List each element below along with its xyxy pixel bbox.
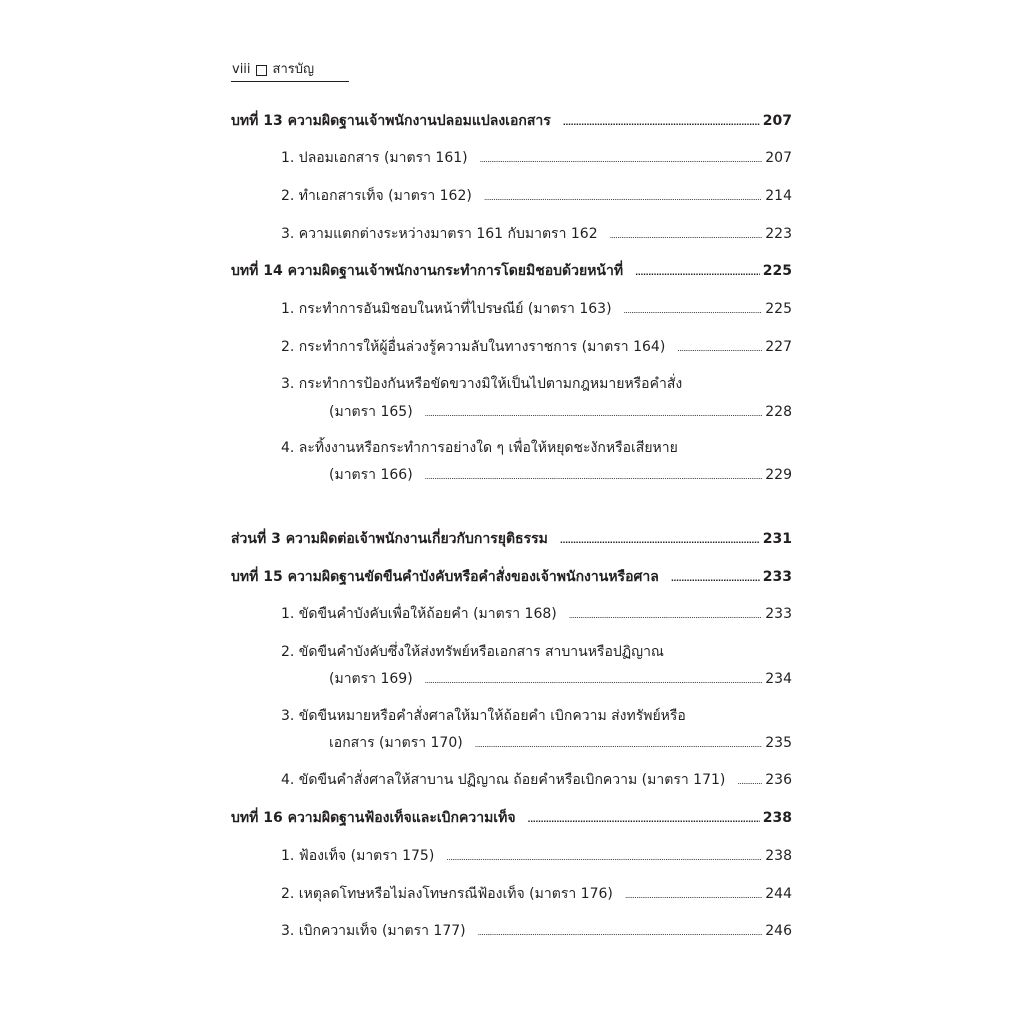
toc-item-16-3[interactable] — [281, 922, 792, 942]
toc-entry-title: 2. กระทำการให้ผู้อื่นล่วงรู้ความลับในทางราชการ (มาตรา 164) — [281, 339, 666, 355]
toc-item-13-3[interactable] — [281, 225, 792, 245]
dot-leader — [671, 568, 760, 588]
toc-page-number: 235 — [765, 735, 792, 751]
toc-entry-title: (มาตรา 166) — [329, 467, 413, 483]
toc-item-15-4[interactable] — [281, 771, 792, 791]
toc-chapter-13[interactable] — [231, 112, 792, 132]
toc-item-14-2[interactable] — [281, 338, 792, 358]
header-roman-numeral: viii — [232, 62, 251, 77]
dot-leader — [563, 112, 760, 132]
toc-page-number: 236 — [765, 772, 792, 788]
toc-entry-title: 1. กระทำการอันมิชอบในหน้าที่ไปรษณีย์ (มาตรา 163) — [281, 301, 612, 317]
toc-item-15-2-line1[interactable]: 2. ขัดขืนคำบังคับซึ่งให้ส่งทรัพย์หรือเอกสาร สาบานหรือปฏิญาณ — [281, 644, 664, 660]
toc-entry-title: 2. เหตุลดโทษหรือไม่ลงโทษกรณีฟ้องเท็จ (มาตรา 176) — [281, 886, 613, 902]
toc-entry-title: บทที่ 15 ความผิดฐานขัดขืนคำบังคับหรือคำสั่งของเจ้าพนักงานหรือศาล — [231, 569, 659, 585]
toc-item-14-4[interactable] — [329, 466, 792, 486]
toc-page-number: 225 — [762, 263, 792, 279]
dot-leader — [569, 605, 763, 625]
dot-leader — [475, 734, 763, 754]
toc-chapter-15[interactable] — [231, 568, 792, 588]
toc-page-number: 207 — [762, 113, 792, 129]
toc-item-14-3[interactable] — [329, 403, 792, 423]
dot-leader — [677, 338, 762, 358]
toc-chapter-14[interactable] — [231, 262, 792, 282]
dot-leader — [737, 771, 762, 791]
dot-leader — [560, 530, 760, 550]
dot-leader — [425, 670, 763, 690]
toc-entry-title: (มาตรา 169) — [329, 671, 413, 687]
toc-entry-title: บทที่ 14 ความผิดฐานเจ้าพนักงานกระทำการโดยมิชอบด้วยหน้าที่ — [231, 263, 624, 279]
toc-page-number: 228 — [765, 404, 792, 420]
toc-page-number: 214 — [765, 188, 792, 204]
toc-entry-title: (มาตรา 165) — [329, 404, 413, 420]
toc-item-16-1[interactable] — [281, 847, 792, 867]
dot-leader — [425, 403, 763, 423]
toc-item-14-1[interactable] — [281, 300, 792, 320]
toc-page-number: 227 — [765, 339, 792, 355]
toc-item-15-1[interactable] — [281, 605, 792, 625]
toc-page-number: 238 — [765, 848, 792, 864]
toc-page-number: 233 — [765, 606, 792, 622]
dot-leader — [446, 847, 762, 867]
toc-item-16-2[interactable] — [281, 885, 792, 905]
toc-page-number: 244 — [765, 886, 792, 902]
toc-page-number: 231 — [762, 531, 792, 547]
dot-leader — [528, 809, 760, 829]
toc-entry-title: บทที่ 16 ความผิดฐานฟ้องเท็จและเบิกความเท็จ — [231, 810, 516, 826]
toc-page-number: 229 — [765, 467, 792, 483]
dot-leader — [425, 466, 763, 486]
toc-entry-title: 3. ความแตกต่างระหว่างมาตรา 161 กับมาตรา 162 — [281, 226, 598, 242]
toc-page-number: 246 — [765, 923, 792, 939]
toc-page-number: 223 — [765, 226, 792, 242]
toc-item-15-3-line1[interactable]: 3. ขัดขืนหมายหรือคำสั่งศาลให้มาให้ถ้อยคำ เบิกความ ส่งทรัพย์หรือ — [281, 708, 686, 724]
toc-entry-title: 4. ขัดขืนคำสั่งศาลให้สาบาน ปฏิญาณ ถ้อยคำหรือเบิกความ (มาตรา 171) — [281, 772, 726, 788]
toc-item-15-2[interactable] — [329, 670, 792, 690]
toc-entry-title: ส่วนที่ 3 ความผิดต่อเจ้าพนักงานเกี่ยวกับการยุติธรรม — [231, 531, 548, 547]
toc-page-number: 233 — [762, 569, 792, 585]
toc-entry-title: 1. ปลอมเอกสาร (มาตรา 161) — [281, 150, 468, 166]
toc-chapter-16[interactable] — [231, 809, 792, 829]
dot-leader — [624, 300, 763, 320]
toc-part-3[interactable] — [231, 530, 792, 550]
toc-page-number: 225 — [765, 301, 792, 317]
toc-entry-title: 3. เบิกความเท็จ (มาตรา 177) — [281, 923, 466, 939]
header-title: สารบัญ — [272, 62, 315, 77]
dot-leader — [478, 922, 763, 942]
toc-page-number: 207 — [765, 150, 792, 166]
dot-leader — [480, 149, 763, 169]
toc-item-13-2[interactable] — [281, 187, 792, 207]
dot-leader — [610, 225, 763, 245]
toc-item-14-4-line1[interactable]: 4. ละทิ้งงานหรือกระทำการอย่างใด ๆ เพื่อให้หยุดชะงักหรือเสียหาย — [281, 440, 678, 456]
toc-page-number: 238 — [762, 810, 792, 826]
toc-entry-title: บทที่ 13 ความผิดฐานเจ้าพนักงานปลอมแปลงเอกสาร — [231, 113, 551, 129]
toc-item-13-1[interactable] — [281, 149, 792, 169]
dot-leader — [635, 262, 760, 282]
toc-entry-title: 1. ฟ้องเท็จ (มาตรา 175) — [281, 848, 435, 864]
dot-leader — [625, 885, 762, 905]
toc-entry-title: 2. ทำเอกสารเท็จ (มาตรา 162) — [281, 188, 472, 204]
toc-page-number: 234 — [765, 671, 792, 687]
toc-item-15-3[interactable] — [329, 734, 792, 754]
toc-entry-title: 1. ขัดขืนคำบังคับเพื่อให้ถ้อยคำ (มาตรา 168) — [281, 606, 557, 622]
toc-entry-title: เอกสาร (มาตรา 170) — [329, 735, 463, 751]
dot-leader — [484, 187, 762, 207]
toc-item-14-3-line1[interactable]: 3. กระทำการป้องกันหรือขัดขวางมิให้เป็นไปตามกฎหมายหรือคำสั่ง — [281, 376, 683, 392]
